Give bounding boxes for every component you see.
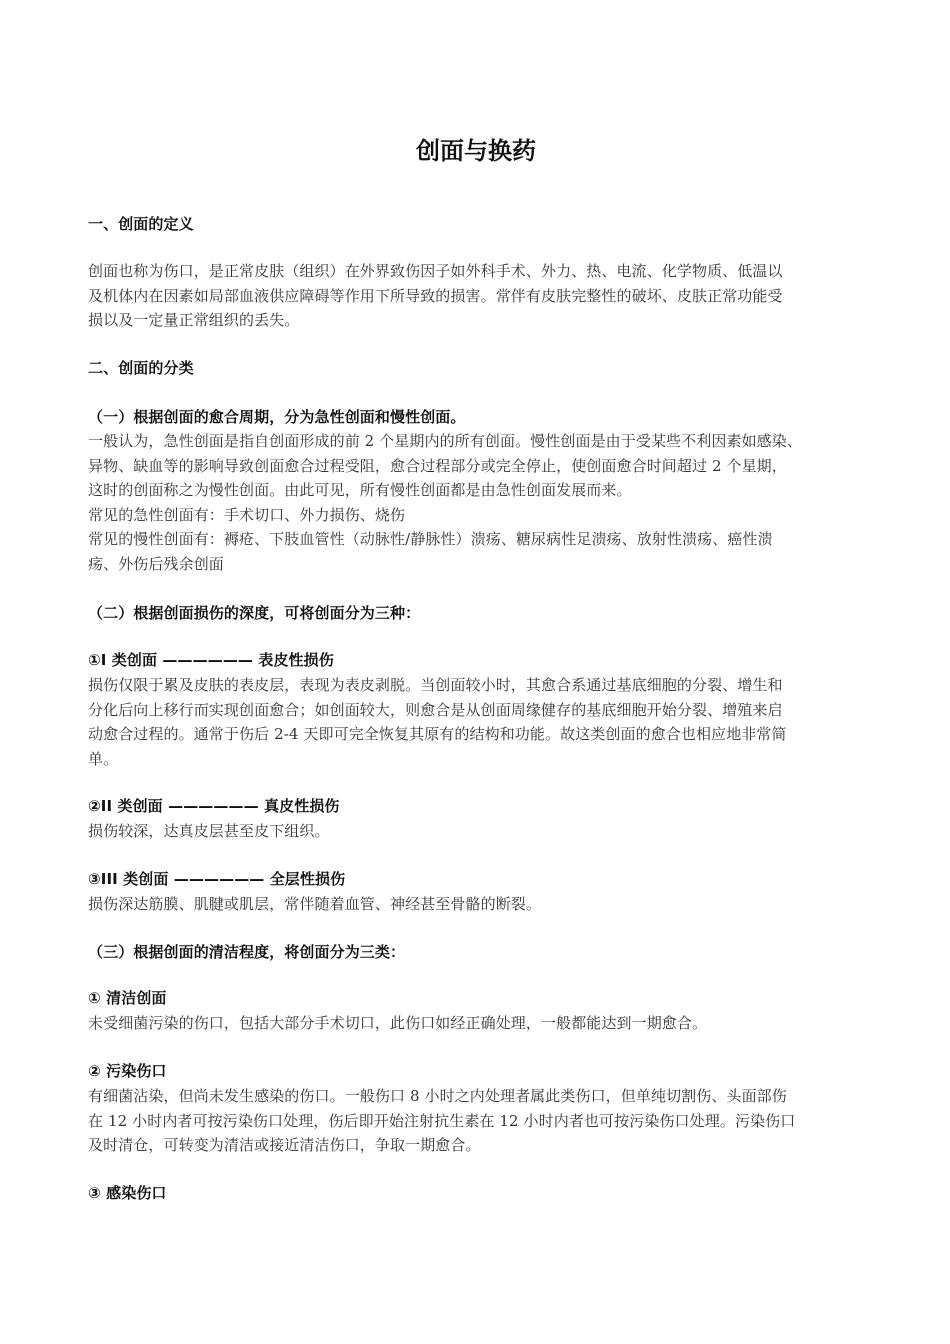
type-3-heading: ③III 类创面 —————— 全层性损伤 xyxy=(88,870,346,888)
subsection-2-heading: （二）根据创面损伤的深度，可将创面分为三种： xyxy=(88,604,421,622)
type-3-paragraph xyxy=(88,892,878,917)
paragraph-line: 常见的慢性创面有：褥疮、下肢血管性（动脉性/静脉性）溃疡、糖尿病性足溃疡、放射性溃疡、癌性溃 xyxy=(88,530,773,549)
clean-wound-paragraph xyxy=(88,1011,878,1036)
paragraph-line: 损伤较深，达真皮层甚至皮下组织。 xyxy=(88,822,330,840)
section-1-paragraph xyxy=(88,259,878,333)
paragraph-line: 损以及一定量正常组织的丢失。 xyxy=(88,311,300,330)
paragraph-line: 异物、缺血等的影响导致创面愈合过程受阻，愈合过程部分或完全停止，使创面愈合时间超过 2 个星期， xyxy=(88,456,787,475)
contaminated-wound-paragraph xyxy=(88,1084,878,1158)
contaminated-wound-heading: ② 污染伤口 xyxy=(88,1062,167,1080)
type-1-paragraph xyxy=(88,673,878,771)
paragraph-line: 单。 xyxy=(88,749,119,768)
paragraph-line: 一般认为，急性创面是指自创面形成的前 2 个星期内的所有创面。慢性创面是由于受某些不利因素如感染、 xyxy=(88,432,802,450)
paragraph-line: 损伤深达筋膜、肌腱或肌层，常伴随着血管、神经甚至骨骼的断裂。 xyxy=(88,895,542,913)
paragraph-line: 及时清仓，可转变为清洁或接近清洁伤口，争取一期愈合。 xyxy=(88,1136,481,1155)
section-2-heading: 二、创面的分类 xyxy=(88,359,194,377)
paragraph-line: 在 12 小时内者可按污染伤口处理，伤后即开始注射抗生素在 12 小时内者也可按污染伤口处理。污染伤口 xyxy=(88,1111,796,1130)
clean-wound-heading: ① 清洁创面 xyxy=(88,989,167,1007)
paragraph-line: 动愈合过程的。通常于伤后 2-4 天即可完全恢复其原有的结构和功能。故这类创面的愈合也相应地非常简 xyxy=(88,725,787,744)
subsection-3-heading: （三）根据创面的清洁程度，将创面分为三类： xyxy=(88,943,406,961)
paragraph-line: 未受细菌污染的伤口，包括大部分手术切口，此伤口如经正确处理，一般都能达到一期愈合。 xyxy=(88,1014,708,1032)
type-1-heading: ①I 类创面 —————— 表皮性损伤 xyxy=(88,651,334,669)
paragraph-line: 常见的急性创面有：手术切口、外力损伤、烧伤 xyxy=(88,505,406,524)
paragraph-line: 这时的创面称之为慢性创面。由此可见，所有慢性创面都是由急性创面发展而来。 xyxy=(88,481,632,500)
paragraph-line: 及机体内在因素如局部血液供应障碍等作用下所导致的损害。常伴有皮肤完整性的破坏、皮肤正常功能受 xyxy=(88,286,783,305)
paragraph-line: 损伤仅限于累及皮肤的表皮层，表现为表皮剥脱。当创面较小时，其愈合系通过基底细胞的分裂、增生和 xyxy=(88,676,783,694)
section-1-heading: 一、创面的定义 xyxy=(88,215,194,233)
paragraph-line: 疡、外伤后残余创面 xyxy=(88,554,224,573)
paragraph-line: 创面也称为伤口，是正常皮肤（组织）在外界致伤因子如外科手术、外力、热、电流、化学物质、低温以 xyxy=(88,262,783,280)
subsection-1-heading: （一）根据创面的愈合周期，分为急性创面和慢性创面。 xyxy=(88,408,466,426)
paragraph-line: 有细菌沾染，但尚未发生感染的伤口。一般伤口 8 小时之内处理者属此类伤口，但单纯切割伤、头面部伤 xyxy=(88,1087,787,1105)
type-2-heading: ②II 类创面 —————— 真皮性损伤 xyxy=(88,797,340,815)
infected-wound-heading: ③ 感染伤口 xyxy=(88,1184,167,1202)
type-2-paragraph xyxy=(88,819,878,844)
page-title: 创面与换药 xyxy=(416,137,536,165)
paragraph-line: 分化后向上移行而实现创面愈合；如创面较大，则愈合是从创面周缘健存的基底细胞开始分裂、增殖来启 xyxy=(88,700,783,719)
subsection-1-paragraph xyxy=(88,429,878,577)
